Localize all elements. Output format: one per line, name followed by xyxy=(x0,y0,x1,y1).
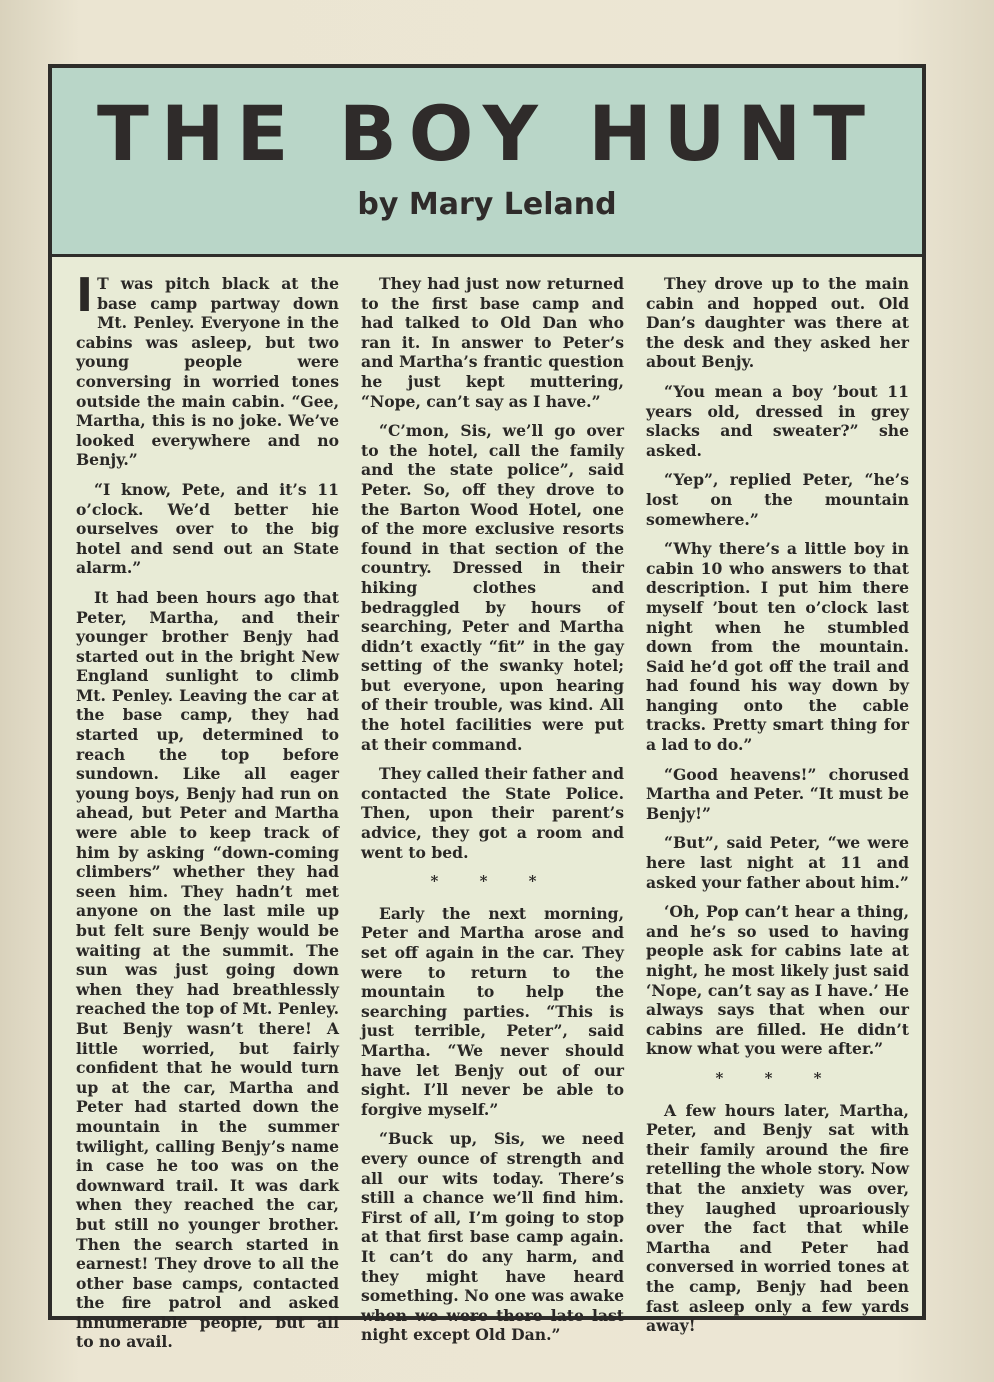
paragraph: “Yep”, replied Peter, “he’s lost on the mountain somewhere.” xyxy=(646,470,909,529)
paragraph: “I know, Pete, and it’s 11 o’clock. We’d better hie ourselves over to the big hotel and send out an State alarm.” xyxy=(76,479,339,578)
paragraph: “C’mon, Sis, we’ll go over to the hotel, call the family and the state police”, said Peter. So, off they drove to the Barton Wood Hotel, one of the more exclusive resorts found in that section of the country. Dressed in their hiking clothes and bedraggled by hours of searching, Peter and Martha didn’t exactly “fit” in the gay setting of the swanky hotel; but everyone, upon hearing of their trouble, was kind. All the hotel facilities were put at their command. xyxy=(361,421,624,754)
paragraph: It had been hours ago that Peter, Martha, and their younger brother Benjy had started out in the bright New England sunlight to climb Mt. Penley. Leaving the car at the base camp, they had started up, determined to reach the top before sundown. Like all eager young boys, Benjy had run on ahead, but Peter and Martha were able to keep track of him by asking “down-coming climbers” whether they had seen him. They hadn’t met anyone on the last mile up but felt sure Benjy would be waiting at the summit. The sun was just going down when they had breathlessly reached the top of Mt. Penley. But Benjy wasn’t there! A little worried, but fairly confident that he would turn up at the car, Martha and Peter had started down the mountain in the summer twilight, calling Benjy’s name in case he too was on the downward trail. It was dark when they reached the car, but still no younger brother. Then the search started in earnest! They drove to all the other base camps, contacted the fire patrol and asked innumerable people, but all to no avail. xyxy=(76,587,339,1352)
column-3 xyxy=(646,274,909,1336)
section-separator: * * * xyxy=(715,1068,840,1087)
column-1 xyxy=(76,268,339,1352)
paragraph: They drove up to the main cabin and hopped out. Old Dan’s daughter was there at the desk and they asked her about Benjy. xyxy=(646,274,909,372)
column-2 xyxy=(361,274,624,1345)
paragraph: “You mean a boy ’bout 11 years old, dressed in grey slacks and sweater?” she asked. xyxy=(646,381,909,460)
story-frame xyxy=(48,64,926,1352)
paragraph: Early the next morning, Peter and Martha arose and set off again in the car. They were to return to the mountain to help the searching parties. “This is just terrible, Peter”, said Martha. “We never should have let Benjy out of our sight. I’ll never be able to forgive myself.” xyxy=(361,903,624,1119)
paragraph: They had just now returned to the first base camp and had talked to Old Dan who ran it. In answer to Peter’s and Martha’s frantic question he just kept muttering, “Nope, can’t say as I have.” xyxy=(361,274,624,411)
title-banner xyxy=(52,68,922,257)
section-separator: * * * xyxy=(430,872,555,891)
story-title: THE BOY HUNT xyxy=(97,89,877,178)
story-byline: by Mary Leland xyxy=(357,187,617,222)
paragraph: “Buck up, Sis, we need every ounce of strength and all our wits today. There’s still a chance we’ll find him. First of all, I’m going to stop at that first base camp again. It can’t do any harm, and they might have heard something. No one was awake when we were there late last night except Old Dan.” xyxy=(361,1129,624,1345)
paragraph xyxy=(76,268,339,470)
paragraph: “Good heavens!” chorused Martha and Peter. “It must be Benjy!” xyxy=(646,764,909,823)
paragraph: They called their father and contacted the State Police. Then, upon their parent’s advice, they got a room and went to bed. xyxy=(361,764,624,862)
text-columns xyxy=(76,268,910,1352)
paragraph: “Why there’s a little boy in cabin 10 who answers to that description. I put him there myself ’bout ten o’clock last night when he stumbled down from the mountain. Said he’d got off the trail and had found his way down by hanging onto the cable tracks. Pretty smart thing for a lad to do.” xyxy=(646,539,909,755)
paragraph: A few hours later, Martha, Peter, and Benjy sat with their family around the fire retelling the whole story. Now that the anxiety was over, they laughed uproariously over the fact that while Martha and Peter had conversed in worried tones at the camp, Benjy had been fast asleep only a few yards away! xyxy=(646,1100,909,1336)
drop-cap: I xyxy=(76,268,94,322)
paragraph-text: T was pitch black at the base camp partway down Mt. Penley. Everyone in the cabins was asleep, but two young people were conversing in worried tones outside the main cabin. “Gee, Martha, this is no joke. We’ve looked everywhere and no Benjy.” xyxy=(76,274,339,470)
paragraph: ‘Oh, Pop can’t hear a thing, and he’s so used to having people ask for cabins late at night, he most likely just said ‘Nope, can’t say as I have.’ He always says that when our cabins are filled. He didn’t know what you were after.” xyxy=(646,902,909,1059)
paragraph: “But”, said Peter, “we were here last night at 11 and asked your father about him.” xyxy=(646,833,909,892)
